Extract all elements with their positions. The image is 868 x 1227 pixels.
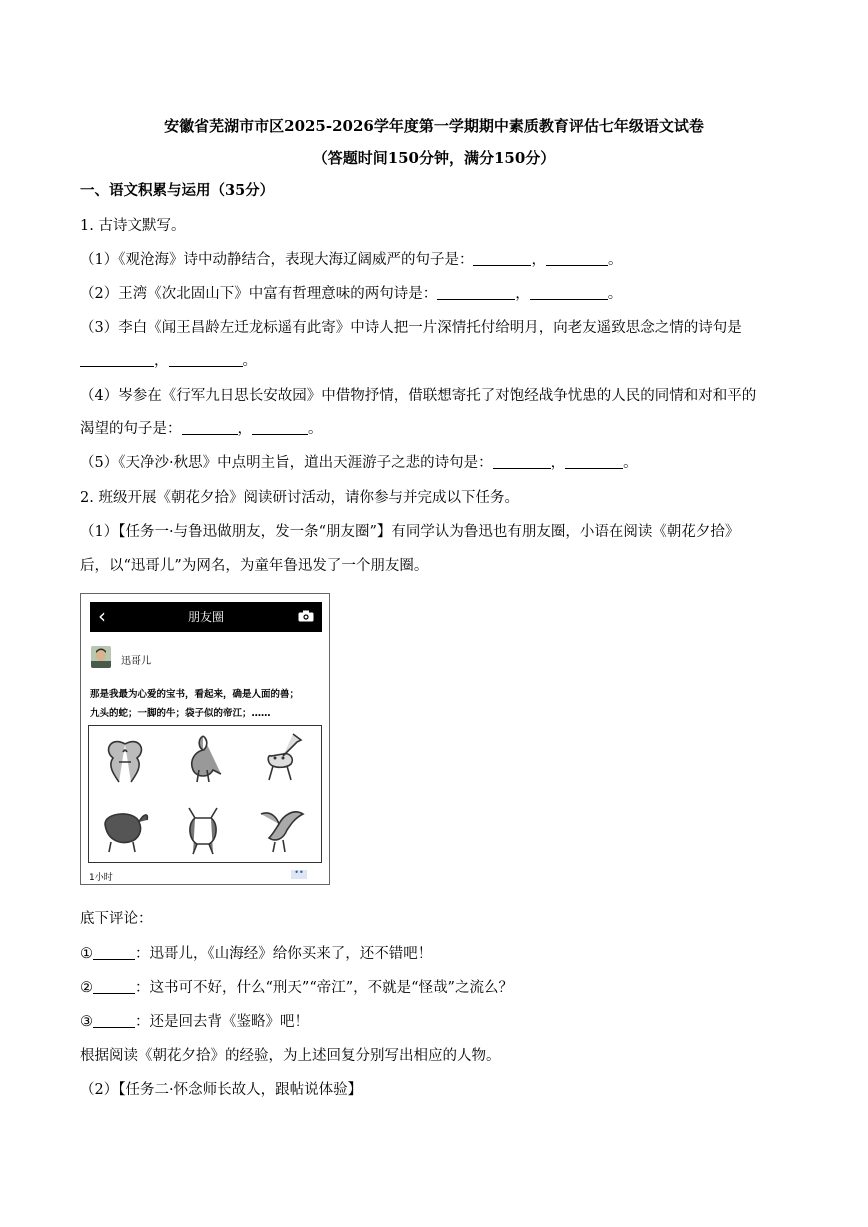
comment-text: ：迅哥儿，《山海经》给你买来了，还不错吧！ — [135, 946, 433, 962]
comma: ， — [515, 286, 530, 302]
q1-part2-text: （2）王湾《次北固山下》中富有哲理意味的两句诗是： — [80, 286, 438, 302]
section-heading: 一、语文积累与运用（35分） — [80, 182, 275, 199]
answer-blank[interactable] — [252, 420, 308, 435]
beast-illustration — [175, 730, 231, 786]
back-arrow-icon[interactable]: ‹ — [98, 604, 106, 628]
beast-illustration — [253, 730, 309, 786]
comma: ， — [237, 421, 252, 437]
q2-task1-cont: 后，以“迅哥儿”为网名，为童年鲁迅发了一个朋友圈。 — [80, 558, 429, 574]
answer-blank[interactable] — [182, 420, 238, 435]
avatar[interactable] — [91, 646, 111, 668]
q1-part4: （4）岑参在《行军九日思长安故园》中借物抒情，借联想寄托了对饱经战争忧患的人民的同情和对和平的 — [80, 388, 757, 404]
q2-instruction: 根据阅读《朝花夕拾》的经验，为上述回复分别写出相应的人物。 — [80, 1048, 501, 1064]
moments-header — [90, 602, 322, 632]
circled-number: ② — [80, 980, 93, 996]
q1-part4-cont — [80, 419, 323, 439]
exam-title: 安徽省芜湖市市区2025-2026学年度第一学期期中素质教育评估七年级语文试卷 — [164, 117, 704, 135]
q1-part2 — [80, 284, 622, 304]
post-text-line1: 那是我最为心爱的宝书，看起来，确是人面的兽； — [90, 689, 300, 700]
answer-blank[interactable] — [530, 285, 608, 300]
camera-icon[interactable] — [298, 610, 314, 622]
circled-number: ③ — [80, 1014, 93, 1030]
answer-blank[interactable] — [493, 454, 551, 469]
q2-stem: 2. 班级开展《朝花夕拾》阅读研讨活动，请你参与并完成以下任务。 — [80, 490, 519, 506]
username: 迅哥儿 — [121, 656, 151, 667]
exam-subtitle: （答题时间150分钟，满分150分） — [312, 149, 556, 167]
q2-task1: （1）【任务一·与鲁迅做朋友，发一条“朋友圈”】有同学认为鲁迅也有朋友圈，小语在阅读《朝花夕拾》 — [80, 524, 740, 540]
answer-blank[interactable] — [565, 454, 623, 469]
post-image-grid[interactable] — [88, 725, 322, 863]
answer-blank[interactable] — [80, 352, 154, 367]
beast-illustration — [97, 732, 153, 788]
comment-text: ：还是回去背《鉴略》吧！ — [135, 1014, 309, 1030]
comment-text: ：这书可不好，什么“刑天”“帝江”，不就是“怪哉”之流么？ — [135, 980, 513, 996]
period: 。 — [242, 353, 257, 369]
answer-blank[interactable] — [437, 285, 515, 300]
q1-part5 — [80, 453, 638, 473]
answer-blank[interactable] — [546, 251, 608, 266]
beast-illustration — [175, 800, 231, 856]
comma: ， — [550, 455, 566, 471]
circled-number: ① — [80, 946, 93, 962]
q1-stem: 1. 古诗文默写。 — [80, 218, 186, 234]
moments-title: 朋友圈 — [187, 610, 224, 624]
period: 。 — [623, 455, 638, 471]
q1-part1-text: （1）《观沧海》诗中动静结合，表现大海辽阔威严的句子是： — [80, 252, 474, 268]
beast-illustration — [95, 800, 151, 856]
q1-part1 — [80, 250, 622, 270]
comment-button[interactable]: •• — [291, 870, 307, 879]
beast-illustration — [253, 800, 309, 856]
q1-part3-blanks — [80, 351, 257, 371]
period: 。 — [607, 286, 623, 302]
answer-blank[interactable] — [93, 945, 135, 960]
moments-screenshot — [80, 593, 330, 885]
post-text-line2: 九头的蛇；一脚的牛；袋子似的帝江；…… — [90, 708, 271, 719]
q1-part3: （3）李白《闻王昌龄左迁龙标遥有此寄》中诗人把一片深情托付给明月，向老友遥致思念之情的诗句是 — [80, 320, 742, 336]
comment-1 — [80, 944, 432, 964]
period: 。 — [607, 252, 623, 268]
answer-blank[interactable] — [93, 979, 135, 994]
comma: ， — [154, 353, 169, 369]
q1-part4-text: 渴望的句子是： — [80, 421, 182, 437]
answer-blank[interactable] — [169, 352, 243, 367]
answer-blank[interactable] — [473, 251, 531, 266]
comma: ， — [531, 252, 546, 268]
comment-2 — [80, 978, 513, 998]
answer-blank[interactable] — [93, 1013, 135, 1028]
comment-3 — [80, 1012, 309, 1032]
comments-label: 底下评论： — [80, 911, 153, 927]
post-time: 1小时 — [89, 873, 113, 883]
period: 。 — [308, 421, 323, 437]
q2-task2: （2）【任务二·怀念师长故人，跟帖说体验】 — [80, 1082, 363, 1098]
q1-part5-text: （5）《天净沙·秋思》中点明主旨，道出天涯游子之悲的诗句是： — [80, 455, 493, 471]
